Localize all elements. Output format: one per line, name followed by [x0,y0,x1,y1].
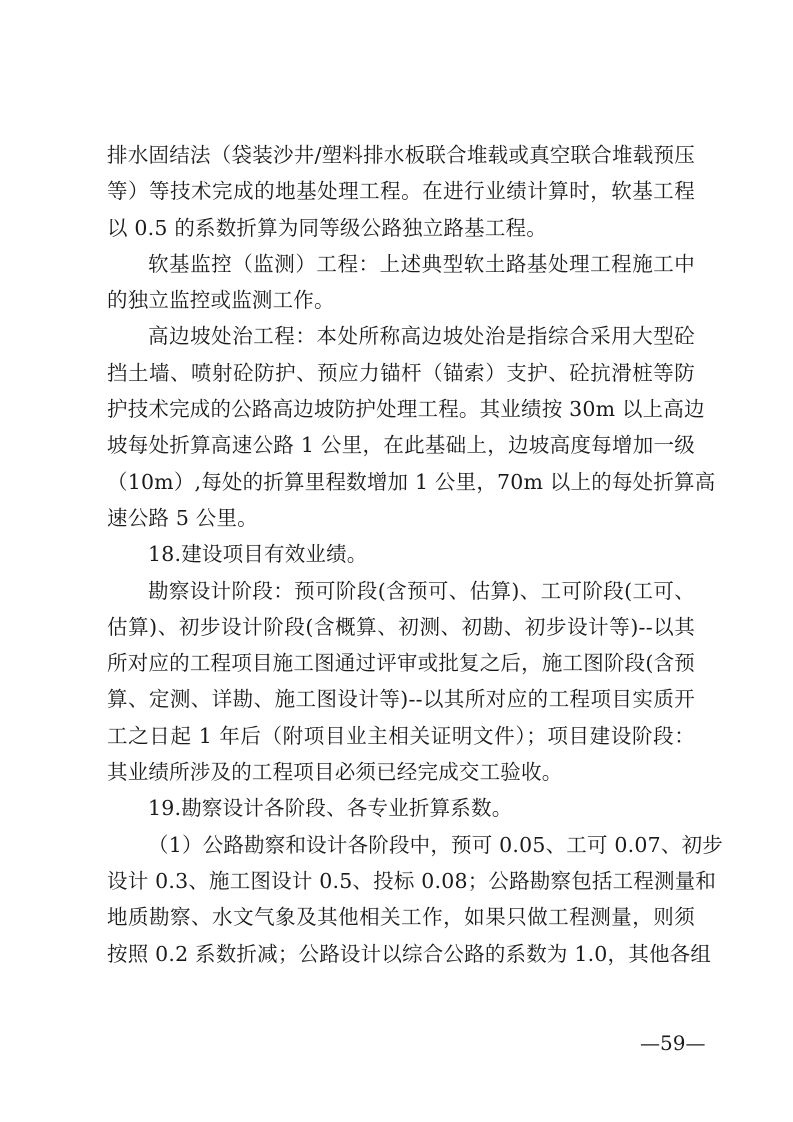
text-line: 坡每处折算高速公路 1 公里，在此基础上，边坡高度每增加一级 [107,433,695,458]
text-line: 高边坡处治工程：本处所称高边坡处治是指综合采用大型砼 [148,324,695,349]
text-line: 挡土墙、喷射砼防护、预应力锚杆（锚索）支护、砼抗滑桩等防 [107,360,695,385]
text-line: 设计 0.3、施工图设计 0.5、投标 0.08；公路勘察包括工程测量和 [107,868,717,893]
text-line: （10m）,每处的折算里程数增加 1 公里，70m 以上的每处折算高 [107,469,716,494]
text-line: 算、定测、详勘、施工图设计等)--以其所对应的工程项目实质开 [107,687,695,712]
text-line: 所对应的工程项目施工图通过评审或批复之后，施工图阶段(含预 [107,651,695,676]
text-line: 软基监控（监测）工程：上述典型软土路基处理工程施工中 [148,251,695,276]
document-body [107,137,723,972]
text-line: 护技术完成的公路高边坡防护处理工程。其业绩按 30m 以上高边 [107,397,705,422]
text-line: 勘察设计阶段：预可阶段(含预可、估算)、工可阶段(工可、 [148,578,695,603]
text-line: 其业绩所涉及的工程项目必须已经完成交工验收。 [107,760,563,785]
text-line: 速公路 5 公里。 [107,505,258,530]
text-line: 排水固结法（袋装沙井/塑料排水板联合堆载或真空联合堆载预压 [107,143,695,167]
text-line: 等）等技术完成的地基处理工程。在进行业绩计算时，软基工程 [107,179,695,204]
text-line: 以 0.5 的系数折算为同等级公路独立路基工程。 [107,215,547,240]
text-line: 按照 0.2 系数折减；公路设计以综合公路的系数为 1.0，其他各组 [107,941,712,966]
text-line: 地质勘察、水文气象及其他相关工作，如果只做工程测量，则须 [107,905,695,930]
text-line: （1）公路勘察和设计各阶段中，预可 0.05、工可 0.07、初步 [148,832,723,857]
text-line: 估算)、初步设计阶段(含概算、初测、初勘、初步设计等)--以其 [107,614,695,639]
text-line: 19.勘察设计各阶段、各专业折算系数。 [148,796,513,821]
text-line: 工之日起 1 年后（附项目业主相关证明文件）；项目建设阶段： [107,723,695,748]
page-number: —59— [640,1031,706,1055]
text-line: 18.建设项目有效业绩。 [148,542,368,567]
text-line: 的独立监控或监测工作。 [107,288,335,313]
